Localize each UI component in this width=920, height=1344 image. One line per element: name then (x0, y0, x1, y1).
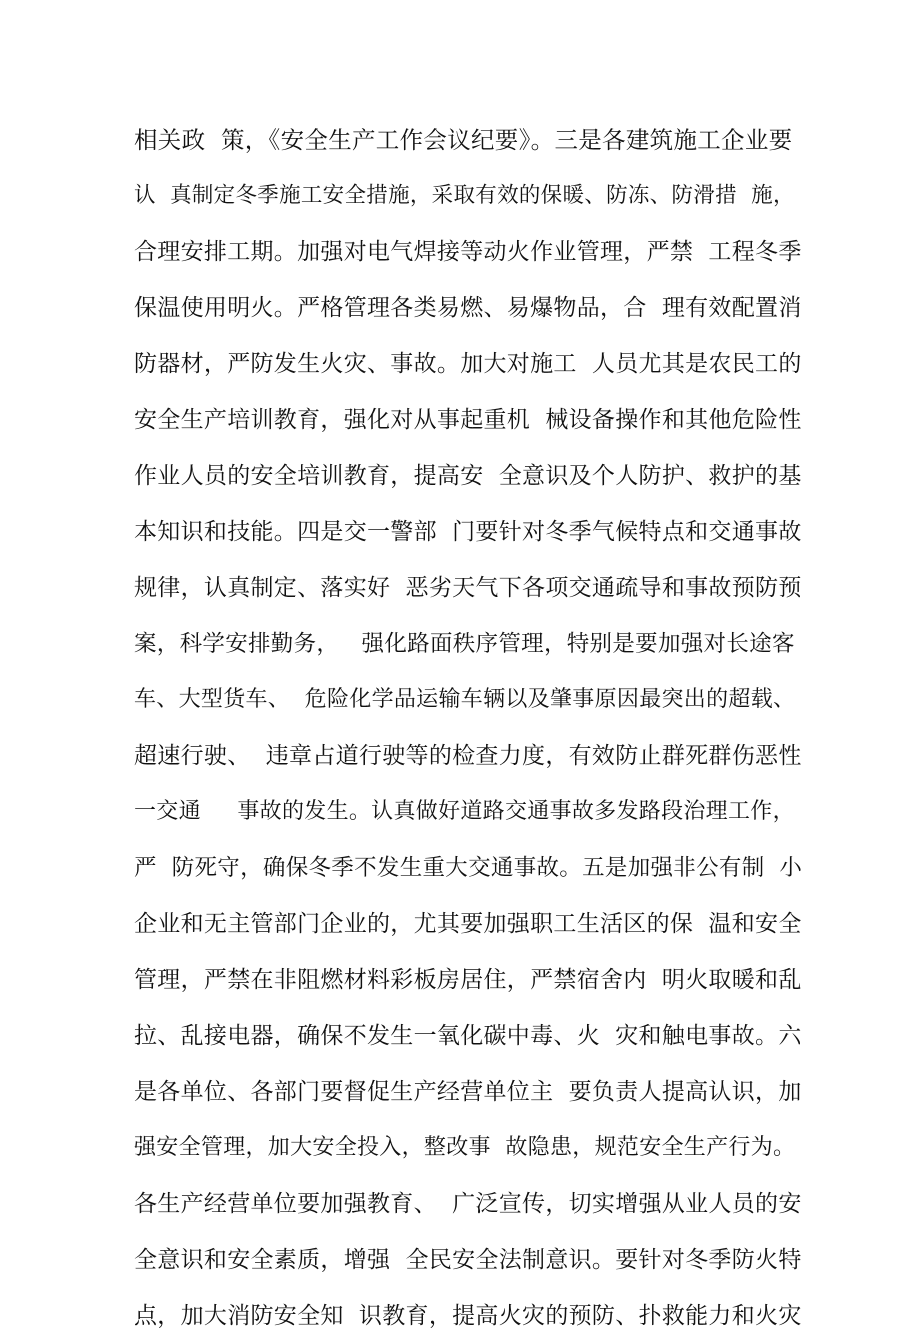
text-line: 拉、乱接电器，确保不发生一氧化碳中毒、火 灾和触电事故。六 (134, 1023, 802, 1049)
text-line: 安全生产培训教育，强化对从事起重机 械设备操作和其他危险性 (134, 407, 802, 433)
text-line: 相关政 策，《安全生产工作会议纪要》。三是各建筑施工企业要 (134, 126, 793, 154)
text-line: 案，科学安排勤务， 强化路面秩序管理，特别是要加强对长途客 (134, 631, 795, 657)
text-line: 认 真制定冬季施工安全措施，采取有效的保暖、防冻、防滑措 施， (134, 183, 795, 208)
text-line: 各生产经营单位要加强教育、 广泛宣传，切实增强从业人员的安 (134, 1191, 802, 1217)
text-line: 一交通 事故的发生。认真做好道路交通事故多发路段治理工作， (134, 799, 795, 824)
text-line: 管理，严禁在非阻燃材料彩板房居住，严禁宿舍内 明火取暖和乱 (134, 967, 802, 993)
text-line: 作业人员的安全培训教育，提高安 全意识及个人防护、救护的基 (134, 463, 802, 489)
text-line: 规律，认真制定、落实好 恶劣天气下各项交通疏导和事故预防预 (134, 575, 802, 601)
text-line: 本知识和技能。四是交一警部 门要针对冬季气候特点和交通事故 (134, 519, 802, 545)
text-line: 企业和无主管部门企业的，尤其要加强职工生活区的保 温和安全 (134, 911, 802, 937)
text-line: 保温使用明火。严格管理各类易燃、易爆物品，合 理有效配置消 (134, 295, 802, 321)
text-line: 是各单位、各部门要督促生产经营单位主 要负责人提高认识，加 (134, 1079, 802, 1105)
text-line: 严 防死守，确保冬季不发生重大交通事故。五是加强非公有制 小 (134, 855, 803, 881)
text-line: 全意识和安全素质，增强 全民安全法制意识。要针对冬季防火特 (134, 1247, 802, 1273)
text-line: 合理安排工期。加强对电气焊接等动火作业管理，严禁 工程冬季 (134, 239, 802, 265)
text-line: 车、大型货车、 危险化学品运输车辆以及肇事原因最突出的超载、 (134, 687, 796, 712)
body-text (134, 112, 804, 1344)
text-line: 点，加大消防安全知 识教育，提高火灾的预防、扑救能力和火灾 (134, 1303, 802, 1329)
text-line: 强安全管理，加大安全投入，整改事 故隐患，规范安全生产行为。 (134, 1135, 796, 1160)
text-line: 超速行驶、 违章占道行驶等的检查力度，有效防止群死群伤恶性 (134, 743, 802, 769)
text-line: 防器材，严防发生火灾、事故。加大对施工 人员尤其是农民工的 (134, 351, 802, 377)
